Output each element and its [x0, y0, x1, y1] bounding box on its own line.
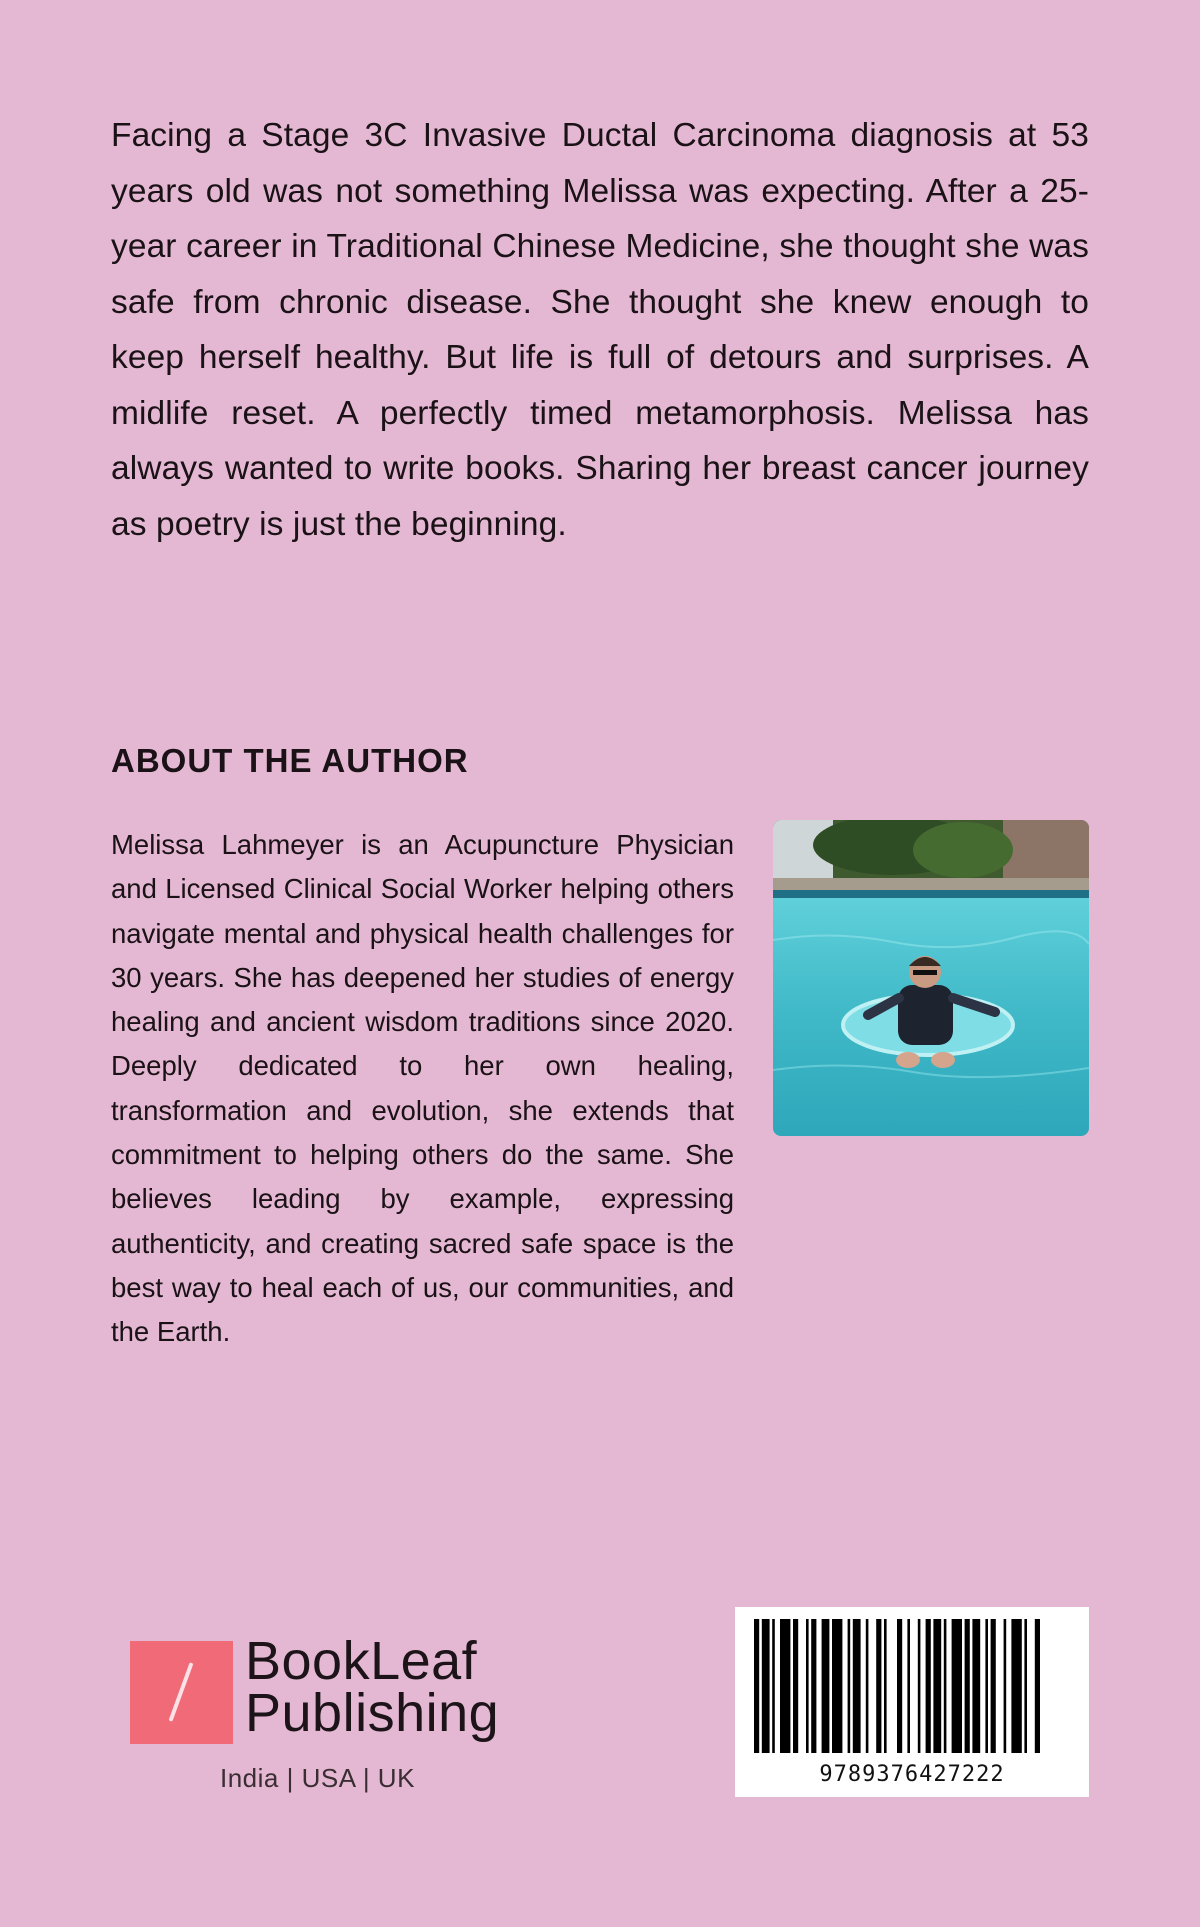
barcode-bar: [780, 1619, 790, 1753]
barcode-bar: [965, 1619, 970, 1753]
barcode-bar: [848, 1619, 851, 1753]
barcode-bar: [762, 1619, 770, 1753]
about-author-heading: ABOUT THE AUTHOR: [111, 742, 469, 779]
barcode-bar: [853, 1619, 861, 1753]
barcode-bar: [1024, 1619, 1027, 1753]
barcode-bar: [926, 1619, 931, 1753]
barcode-bar: [933, 1619, 941, 1753]
barcode-bar: [832, 1619, 842, 1753]
barcode-bar: [991, 1619, 996, 1753]
barcode-bar: [754, 1619, 759, 1753]
barcode-bar: [972, 1619, 980, 1753]
barcode-bars: [750, 1619, 1074, 1757]
bookleaf-logo-icon: [130, 1641, 233, 1744]
barcode-bar: [952, 1619, 962, 1753]
author-bio: Melissa Lahmeyer is an Acupuncture Physician and Licensed Clinical Social Worker helping others navigate mental and physical health challenges for 30 years. She has deepened her studies of energy healing and ancient wisdom traditions since 2020. Deeply dedicated to her own healing, transformation and evolution, she extends that commitment to helping others do the same. She believes leading by example, expressing authenticity, and creating sacred safe space is the best way to heal each of us, our communities, and the Earth.: [111, 829, 734, 1348]
barcode-bar: [1035, 1619, 1040, 1753]
isbn-number: 9789376427222: [819, 1762, 1005, 1787]
publisher-name: [245, 1631, 500, 1743]
publisher-name-line1: BookLeaf: [245, 1631, 478, 1691]
isbn-barcode: [735, 1607, 1089, 1797]
barcode-bar: [793, 1619, 798, 1753]
barcode-bar: [1004, 1619, 1007, 1753]
barcode-bar: [985, 1619, 988, 1753]
barcode-bar: [907, 1619, 910, 1753]
barcode-bar: [944, 1619, 947, 1753]
publisher-regions: India | USA | UK: [220, 1763, 415, 1793]
barcode-bar: [876, 1619, 881, 1753]
barcode-bar: [884, 1619, 887, 1753]
back-cover-blurb: Facing a Stage 3C Invasive Ductal Carcinoma diagnosis at 53 years old was not something Melissa was expecting. After a 25-year career in Traditional Chinese Medicine, she thought she was safe from chronic disease. She thought she knew enough to keep herself healthy. But life is full of detours and surprises. A midlife reset. A perfectly timed metamorphosis. Melissa has always wanted to write books. Sharing her breast cancer journey as poetry is just the beginning.: [111, 117, 1089, 543]
barcode-bar: [806, 1619, 809, 1753]
author-photo: [773, 820, 1089, 1136]
barcode-bar: [811, 1619, 816, 1753]
barcode-bar: [897, 1619, 902, 1753]
barcode-bar: [918, 1619, 921, 1753]
publisher-name-line2: Publishing: [245, 1683, 500, 1743]
barcode-bar: [822, 1619, 830, 1753]
barcode-bar: [866, 1619, 869, 1753]
barcode-bar: [772, 1619, 775, 1753]
publisher-block: [130, 1631, 530, 1795]
barcode-bar: [1011, 1619, 1021, 1753]
